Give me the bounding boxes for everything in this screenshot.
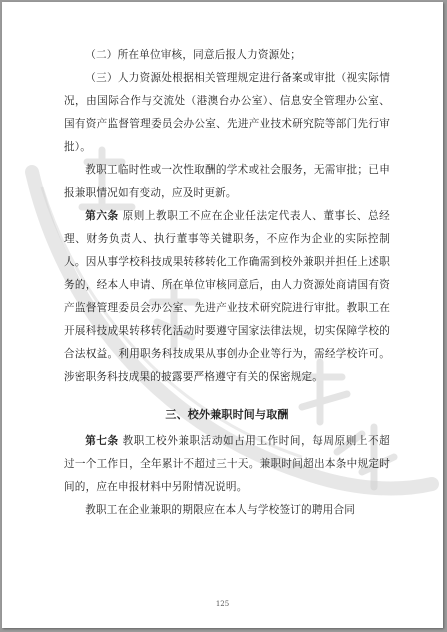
section-title: 三、校外兼职时间与取酬	[165, 408, 289, 421]
document-page	[2, 2, 443, 628]
paragraph-employment-term: 教职工在企业兼职的期限应在本人与学校签订的聘用合同	[85, 504, 356, 516]
article-7	[64, 430, 390, 499]
article-7-text: 教职工校外兼职活动如占用工作时间，每周原则上不超过一个工作日，全年累计不超过三十天。兼职时间超出本条中规定时间的，应在申报材料中另附情况说明。	[64, 435, 390, 493]
paragraph-step-3: （三）人力资源处根据相关管理规定进行备案或审批（视实际情况，由国际合作与交流处（港澳台办公室）、信息安全管理办公室、国有资产监督管理委员会办公室、先进产业技术研究院等部门先行审批）。	[64, 72, 390, 153]
article-7-label: 第七条	[85, 435, 119, 447]
page-number: 125	[215, 600, 230, 608]
paragraph-temporary-service: 教职工临时性或一次性取酬的学术或社会服务，无需审批；已申报兼职情况如有变动，应及时更新。	[64, 164, 390, 199]
article-6-label: 第六条	[85, 210, 119, 222]
article-6-text: 原则上教职工不应在企业任法定代表人、董事长、总经理、财务负责人、执行董事等关键职务，不应作为企业的实际控制人。因从事学校科技成果转移转化工作确需到校外兼职并担任上述职务的，经本人申请、所在单位审核同意后，由人力资源处商请国有资产监督管理委员会办公室、先进产业技术研究院进行审批。教职工在开展科技成果转移转化活动时要遵守国家法律法规，切实保障学校的合法权益。利用职务科技成果从事创办企业等行为，需经学校许可。涉密职务科技成果的披露要严格遵守有关的保密规定。	[64, 210, 390, 383]
paragraph-step-2: （二）所在单位审核，同意后报人力资源处；	[85, 49, 302, 61]
document-body	[64, 44, 390, 522]
article-6	[64, 205, 390, 389]
